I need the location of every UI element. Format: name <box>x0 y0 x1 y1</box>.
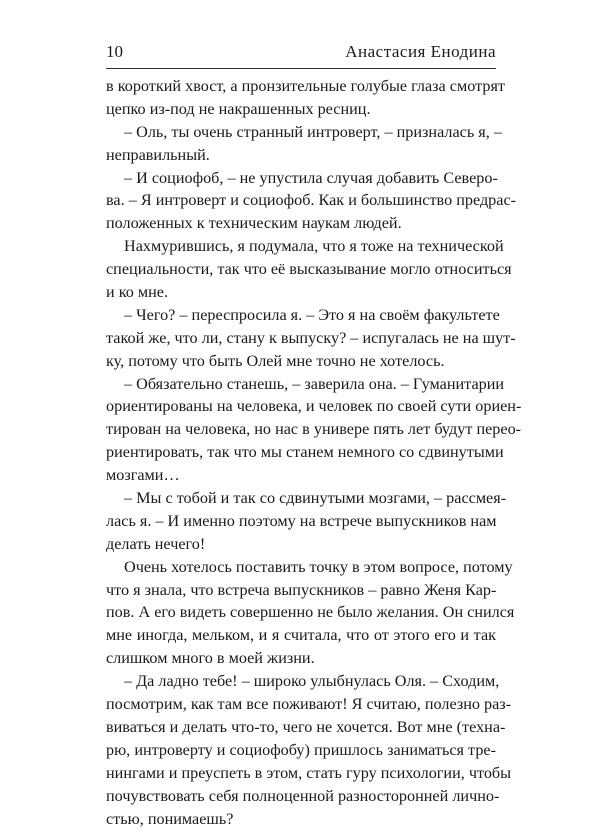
text-line: стью, понимаешь? <box>106 808 496 830</box>
text-line: слишком много в моей жизни. <box>106 647 496 670</box>
text-line: мозгами… <box>106 464 496 487</box>
text-line: – Чего? – переспросила я. – Это я на своём факультете <box>106 304 496 327</box>
text-line: ориентированы на человека, и человек по своей сути ориен- <box>106 395 496 418</box>
text-line: лась я. – И именно поэтому на встрече выпускников нам <box>106 510 496 533</box>
text-line: риентировать, так что мы станем немного со сдвинутыми <box>106 441 496 464</box>
text-line: Нахмурившись, я подумала, что я тоже на технической <box>106 235 496 258</box>
text-line: Очень хотелось поставить точку в этом вопросе, потому <box>106 556 496 579</box>
text-line: что я знала, что встреча выпускников – равно Женя Кар- <box>106 579 496 602</box>
text-line: – Да ладно тебе! – широко улыбнулась Оля. – Сходим, <box>106 670 496 693</box>
text-line: почувствовать себя полноценной разносторонней лично- <box>106 785 496 808</box>
text-line: в короткий хвост, а пронзительные голубые глаза смотрят <box>106 75 496 98</box>
text-line: рю, интроверту и социофобу) пришлось заниматься тре- <box>106 739 496 762</box>
text-line: пов. А его видеть совершенно не было желания. Он снился <box>106 601 496 624</box>
body-text <box>106 75 496 830</box>
text-line: нингами и преуспеть в этом, стать гуру психологии, чтобы <box>106 762 496 785</box>
text-line: такой же, что ли, стану к выпуску? – испугалась не на шут- <box>106 327 496 350</box>
text-line: специальности, так что её высказывание могло относиться <box>106 258 496 281</box>
text-line: – И социофоб, – не упустила случая добавить Северо- <box>106 167 496 190</box>
running-head-author: Анастасия Енодина <box>345 42 496 62</box>
text-line: положенных к техническим наукам людей. <box>106 212 496 235</box>
page-number: 10 <box>106 42 123 62</box>
text-line: – Обязательно станешь, – заверила она. – Гуманитарии <box>106 373 496 396</box>
text-line: – Мы с тобой и так со сдвинутыми мозгами, – рассмея- <box>106 487 496 510</box>
text-line: – Оль, ты очень странный интроверт, – призналась я, – <box>106 121 496 144</box>
text-line: посмотрим, как там все поживают! Я считаю, полезно раз- <box>106 693 496 716</box>
text-line: ку, потому что быть Олей мне точно не хотелось. <box>106 350 496 373</box>
header-rule <box>106 68 496 69</box>
text-line: тирован на человека, но нас в универе пять лет будут перео- <box>106 418 496 441</box>
text-line: и ко мне. <box>106 281 496 304</box>
text-line: виваться и делать что-то, чего не хочется. Вот мне (техна- <box>106 716 496 739</box>
text-line: ва. – Я интроверт и социофоб. Как и большинство предрас- <box>106 189 496 212</box>
text-line: цепко из-под не накрашенных ресниц. <box>106 98 496 121</box>
text-line: делать нечего! <box>106 533 496 556</box>
text-line: неправильный. <box>106 144 496 167</box>
text-line: мне иногда, мельком, и я считала, что от этого его и так <box>106 624 496 647</box>
